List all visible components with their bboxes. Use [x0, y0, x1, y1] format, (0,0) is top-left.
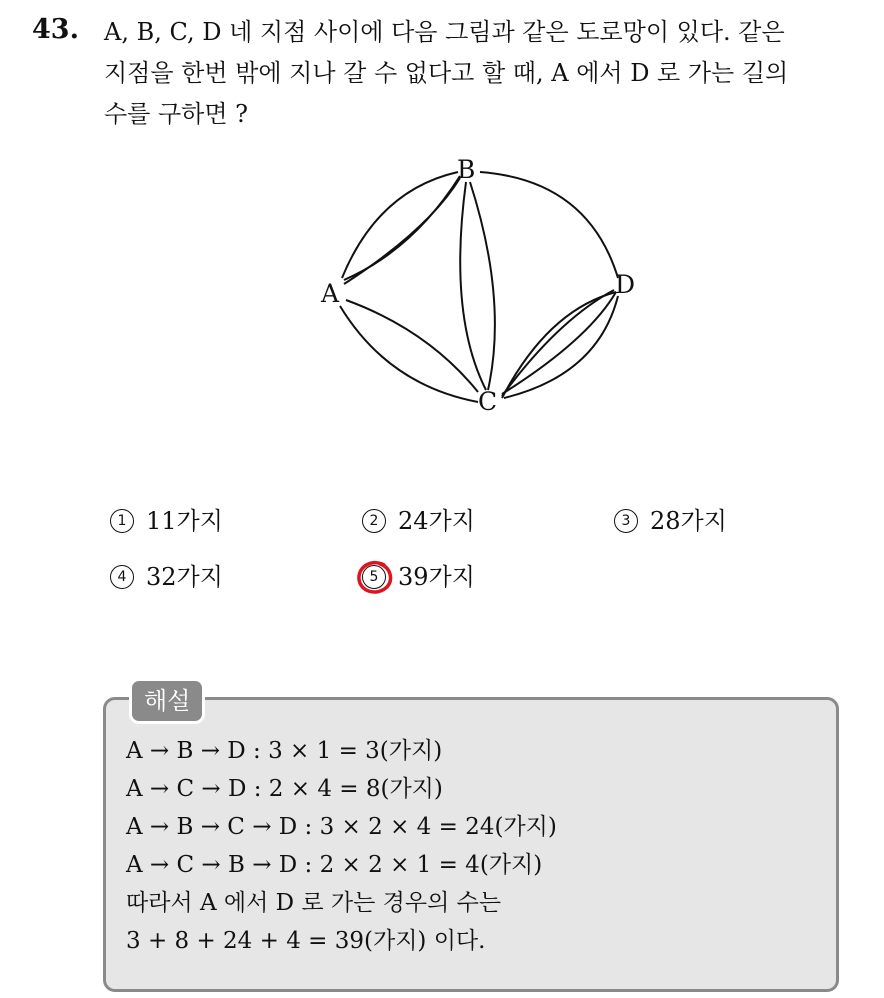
solution-text	[126, 732, 557, 960]
solution-line: A → B → D : 3 × 1 = 3(가지)	[126, 738, 443, 764]
solution-line: A → C → D : 2 × 4 = 8(가지)	[126, 776, 443, 802]
choice-text: 32가지	[146, 563, 223, 591]
choice-4[interactable]	[110, 561, 223, 593]
road-network-diagram	[318, 150, 648, 418]
solution-line: 따라서 A 에서 D 로 가는 경우의 수는	[126, 890, 502, 916]
label-d: D	[615, 270, 636, 299]
road-a-c-1	[340, 306, 478, 402]
choice-number: 4	[110, 565, 134, 589]
question-line: 수를 구하면 ?	[104, 100, 249, 128]
choice-text: 11가지	[146, 507, 223, 535]
choice-number: 5	[362, 565, 386, 589]
choice-1[interactable]	[110, 505, 223, 537]
road-c-d-2	[502, 292, 616, 394]
choice-text: 28가지	[650, 507, 727, 535]
label-c: C	[478, 387, 498, 416]
road-network-svg	[318, 150, 648, 418]
label-a: A	[321, 279, 340, 308]
question-number: 43.	[32, 14, 79, 45]
question-line: 지점을 한번 밖에 지나 갈 수 없다고 할 때, A 에서 D 로 가는 길의	[104, 59, 789, 87]
solution-line: A → B → C → D : 3 × 2 × 4 = 24(가지)	[126, 814, 557, 840]
solution-tag: 해설	[129, 678, 205, 724]
road-b-c-1	[460, 182, 486, 390]
solution-line: 3 + 8 + 24 + 4 = 39(가지) 이다.	[126, 928, 486, 954]
road-b-d	[480, 172, 618, 278]
question-text	[104, 12, 874, 135]
choice-text: 39가지	[398, 563, 475, 591]
question-line: A, B, C, D 네 지점 사이에 다음 그림과 같은 도로망이 있다. 같은	[104, 18, 785, 46]
label-b: B	[457, 155, 476, 184]
road-a-b-3	[344, 178, 460, 284]
choice-number: 3	[614, 509, 638, 533]
road-a-b-1	[342, 172, 458, 278]
choice-number: 2	[362, 509, 386, 533]
answer-circle-mark	[354, 557, 396, 599]
choice-number: 1	[110, 509, 134, 533]
choice-2[interactable]	[362, 505, 475, 537]
road-a-b-2	[344, 176, 460, 280]
choice-3[interactable]	[614, 505, 727, 537]
choice-text: 24가지	[398, 507, 475, 535]
solution-line: A → C → B → D : 2 × 2 × 1 = 4(가지)	[126, 852, 543, 878]
